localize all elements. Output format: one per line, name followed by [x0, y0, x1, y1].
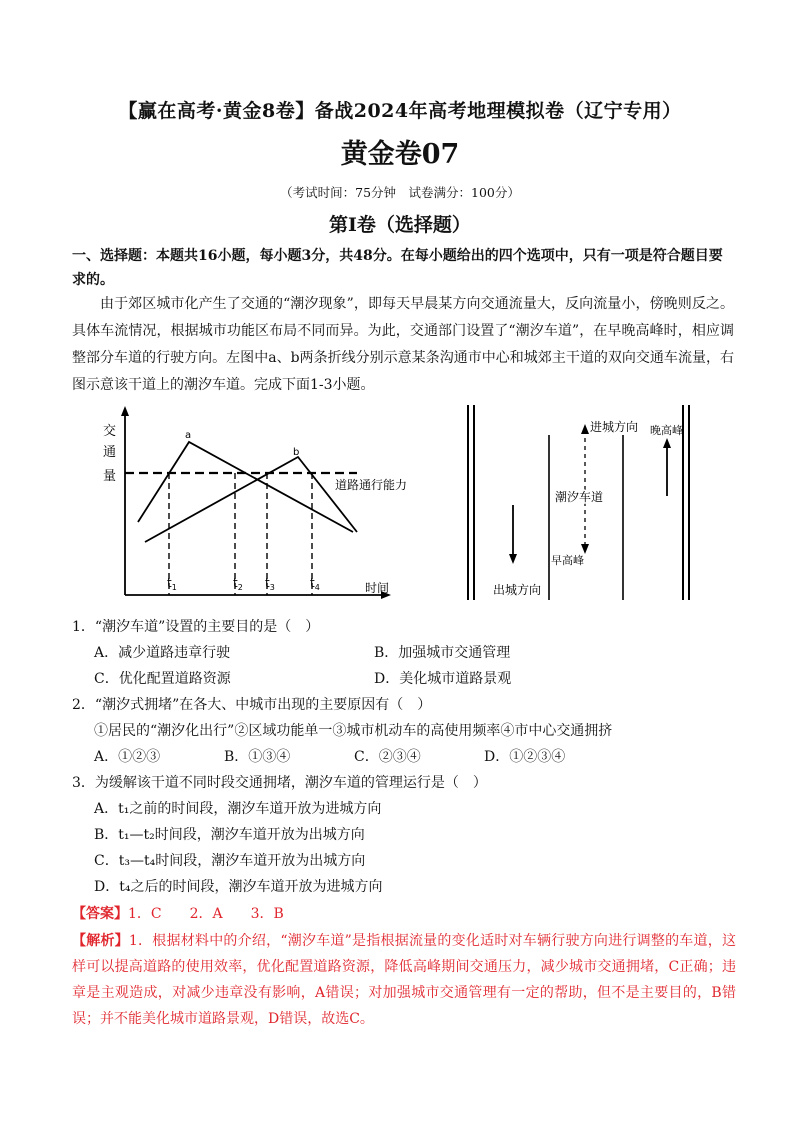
q3-option-c[interactable]: C．t₃—t₄时间段，潮汐车道开放为出城方向 — [94, 853, 366, 869]
tick-t3: $t_3$ — [265, 576, 275, 592]
capacity-label: 道路通行能力 — [335, 478, 408, 492]
q3-option-b[interactable]: B．t₁—t₂时间段，潮汐车道开放为出城方向 — [94, 827, 365, 843]
tick-t2: $t_2$ — [233, 576, 243, 592]
q2-option-c[interactable]: C．②③④ — [354, 749, 421, 765]
q2-option-a[interactable]: A．①②③ — [94, 749, 161, 765]
tidal-up-arrowhead — [581, 424, 589, 434]
q3-option-d[interactable]: D．t₄之后的时间段，潮汐车道开放为进城方向 — [94, 879, 383, 895]
q1-option-b[interactable]: B．加强城市交通管理 — [374, 645, 511, 661]
question-2-stem: 2．“潮汐式拥堵”在各大、中城市出现的主要原因有（ ） — [72, 697, 432, 713]
question-1-options-row1 — [72, 640, 732, 666]
tick-t1: $t_1$ — [167, 576, 177, 592]
inbound-label: 进城方向 — [590, 420, 639, 434]
analysis-label: 【解析】 — [72, 933, 129, 949]
evening-arrowhead — [663, 438, 671, 448]
morning-peak-label: 早高峰 — [551, 554, 584, 567]
y-axis-arrow — [121, 406, 129, 416]
q2-option-b[interactable]: B．①③④ — [224, 749, 291, 765]
tidal-down-arrowhead — [581, 544, 589, 554]
evening-peak-label: 晚高峰 — [650, 424, 683, 437]
question-3-stem: 3．为缓解该干道不同时段交通拥堵，潮汐车道的管理运行是（ ） — [72, 775, 487, 791]
exam-meta: （考试时间：75分钟 试卷满分：100分） — [280, 185, 520, 200]
peak-b-label: b — [293, 447, 300, 458]
section-instruction: 一、选择题：本题共16小题，每小题3分，共48分。在每小题给出的四个选项中，只有一项是符合题目要求的。 — [72, 248, 723, 288]
series-b-line — [145, 457, 357, 542]
y-axis-label-2: 通 — [103, 445, 117, 460]
paper-title: 黄金卷07 — [340, 139, 460, 170]
y-axis-label-3: 量 — [103, 469, 117, 484]
tidal-lane-label: 潮汐车道 — [555, 490, 604, 504]
question-2-items: ①居民的“潮汐化出行”②区域功能单一③城市机动车的高使用频率④市中心交通拥挤 — [94, 723, 613, 739]
answer-text: 1．C 2．A 3．B — [128, 906, 284, 922]
question-list — [72, 614, 732, 900]
tick-t4: $t_4$ — [310, 576, 320, 592]
y-axis-label-1: 交 — [103, 424, 117, 439]
reading-passage: 由于郊区城市化产生了交通的“潮汐现象”，即每天早晨某方向交通流量大，反向流量小，傍晚则反之。具体车流情况，根据城市功能区布局不同而异。为此，交通部门设置了“潮汐车道”，在早晚高峰时，相应调整部分车道的行驶方向。左图中a、b两条折线分别示意某条沟通市中心和城郊主干道的双向交通车流量，右图示意该干道上的潮汐车道。完成下面1-3小题。 — [72, 296, 734, 393]
peak-a-label: a — [185, 430, 192, 441]
question-1-options-row2 — [72, 666, 732, 692]
analysis-text: 1．根据材料中的介绍，“潮汐车道”是指根据流量的变化适时对车辆行驶方向进行调整的车道，这样可以提高道路的使用效率，优化配置道路资源，降低高峰期间交通压力，减少城市交通拥堵，C正确；违章是主观造成，对减少违章没有影响，A错误；对加强城市交通管理有一定的帮助，但不是主要目的，B错误；并不能美化城市道路景观，D错误，故选C。 — [72, 933, 736, 1027]
q1-option-a[interactable]: A．减少道路违章行驶 — [94, 645, 231, 661]
answer-label: 【答案】 — [72, 906, 128, 922]
paper-header: 【赢在高考·黄金8卷】备战2024年高考地理模拟卷（辽宁专用） — [118, 100, 682, 122]
outbound-label: 出城方向 — [493, 583, 542, 597]
q1-option-d[interactable]: D．美化城市道路景观 — [374, 671, 512, 687]
question-2-options — [72, 744, 732, 770]
traffic-figures — [95, 400, 705, 605]
figure-area — [95, 400, 705, 605]
analysis-block — [72, 928, 736, 1032]
q1-option-c[interactable]: C．优化配置道路资源 — [94, 671, 231, 687]
q2-option-d[interactable]: D．①②③④ — [484, 749, 566, 765]
x-axis-label: 时间 — [365, 581, 390, 595]
q3-option-a[interactable]: A．t₁之前的时间段，潮汐车道开放为进城方向 — [94, 801, 382, 817]
question-1-stem: 1．“潮汐车道”设置的主要目的是（ ） — [72, 619, 320, 635]
outbound-arrowhead — [509, 554, 517, 564]
section-title: 第Ⅰ卷（选择题） — [329, 214, 471, 236]
answer-block — [72, 901, 732, 927]
